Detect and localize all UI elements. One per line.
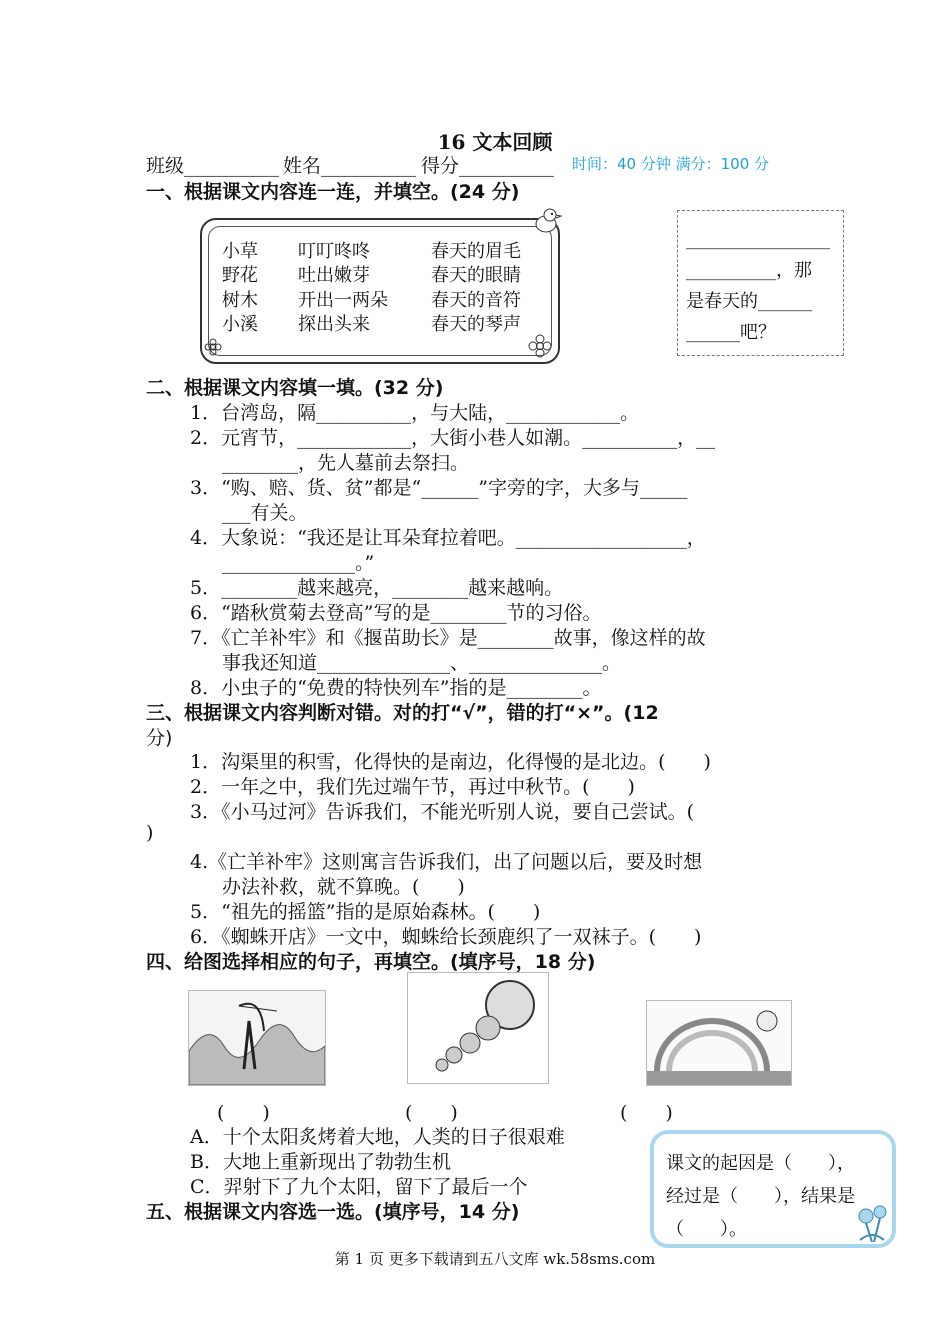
fill-in-line[interactable]: 是春天的______ (686, 291, 812, 312)
summary-line[interactable]: 经过是（ ），结果是 (666, 1186, 855, 1207)
match-item[interactable]: 探出头来 (298, 313, 370, 335)
section1-heading: 一、根据课文内容连一连，并填空。(24 分) (146, 181, 520, 203)
match-item[interactable]: 春天的音符 (431, 289, 521, 311)
option-c: C．羿射下了九个太阳，留下了最后一个 (190, 1176, 528, 1198)
flower-icon (528, 334, 552, 358)
s2-line[interactable]: 7．《亡羊补牢》和《揠苗助长》是________故事，像这样的故 (190, 627, 706, 649)
s2-line[interactable]: ______________。” (222, 552, 375, 574)
summary-line[interactable]: 课文的起因是（ ）， (666, 1153, 855, 1174)
page-title: 16 文本回顾 (437, 130, 553, 154)
summary-text (666, 1147, 855, 1246)
s3-line[interactable]: 1．沟渠里的积雪，化得快的是南边，化得慢的是北边。( ) (190, 751, 711, 773)
rainbow-illustration (646, 1000, 792, 1086)
match-item[interactable]: 吐出嫩芽 (298, 265, 370, 287)
s2-line[interactable]: 5．________越来越亮，________越来越响。 (190, 577, 564, 599)
s2-line[interactable]: 1．台湾岛，隔__________，与大陆，____________。 (190, 402, 640, 424)
fill-in-line[interactable]: ________________ (686, 229, 830, 250)
time-info: 时间：40 分钟 满分：100 分 (572, 155, 770, 173)
match-item[interactable]: 开出一两朵 (298, 289, 388, 311)
s3-line[interactable]: 办法补救，就不算晚。( ) (222, 876, 465, 898)
score-field: 得分__________ (421, 155, 555, 177)
s3-line[interactable]: 4.《亡羊补牢》这则寓言告诉我们，出了问题以后，要及时想 (190, 851, 703, 873)
option-b: B．大地上重新现出了勃勃生机 (190, 1151, 451, 1173)
match-column-2 (298, 240, 388, 337)
s3-line[interactable]: 6．《蜘蛛开店》一文中，蜘蛛给长颈鹿织了一双袜子。( ) (190, 926, 702, 948)
flower-icon (204, 338, 222, 356)
fill-in-line[interactable]: __________，那 (686, 260, 812, 281)
picture-answer-blank[interactable]: ( ) (217, 1102, 270, 1124)
footer: 第 1 页 更多下载请到五八文库 wk.58sms.com (334, 1250, 656, 1268)
section3-heading: 三、根据课文内容判断对错。对的打“√”，错的打“×”。(12 (146, 702, 659, 724)
match-item[interactable]: 叮叮咚咚 (298, 241, 370, 262)
section5-heading: 五、根据课文内容选一选。(填序号，14 分) (146, 1201, 520, 1223)
s3-line[interactable]: 3．《小马过河》告诉我们，不能光听别人说，要自己尝试。( (190, 801, 695, 823)
summary-line[interactable]: （ ）。 (666, 1219, 747, 1240)
s2-line[interactable]: 3．“购、赔、货、贫”都是“______”字旁的字，大多与_____ (190, 477, 688, 499)
s2-line[interactable]: 8．小虫子的“免费的特快列车”指的是________。 (190, 677, 602, 699)
s2-line[interactable]: 6．“踏秋赏菊去登高”写的是________节的习俗。 (190, 602, 602, 624)
s2-line[interactable]: ________，先人墓前去祭扫。 (222, 452, 470, 474)
fill-in-line[interactable]: ______吧？ (686, 322, 776, 343)
s3-line[interactable]: ) (146, 822, 154, 844)
picture-answer-blank[interactable]: ( ) (405, 1102, 458, 1124)
class-field: 班级__________ (146, 155, 280, 177)
s2-line[interactable]: 事我还知道______________、______________。 (222, 652, 622, 674)
section4-heading: 四、给图选择相应的句子，再填空。(填序号，18 分) (146, 951, 596, 973)
match-item[interactable]: 春天的眼睛 (431, 265, 521, 287)
fill-in-text (686, 224, 830, 348)
s3-line[interactable]: 5．“祖先的摇篮”指的是原始森林。( ) (190, 901, 541, 923)
suns-illustration (407, 972, 549, 1084)
section2-heading: 二、根据课文内容填一填。(32 分) (146, 377, 444, 399)
name-field: 姓名__________ (283, 155, 417, 177)
match-item[interactable]: 树木 (222, 289, 258, 311)
s2-line[interactable]: 2．元宵节，____________，大街小巷人如潮。__________，__ (190, 427, 716, 449)
match-column-1 (222, 240, 258, 337)
s2-line[interactable]: 4．大象说：“我还是让耳朵耷拉着吧。__________________， (190, 527, 706, 549)
match-item[interactable]: 春天的眉毛 (431, 241, 521, 262)
picture-answer-blank[interactable]: ( ) (620, 1102, 673, 1124)
option-a: A．十个太阳炙烤着大地，人类的日子很艰难 (190, 1126, 565, 1148)
archer-illustration (188, 990, 326, 1086)
flower-bouquet-icon (848, 1200, 898, 1246)
match-item[interactable]: 野花 (222, 265, 258, 287)
bird-icon (530, 204, 564, 238)
match-column-3 (431, 240, 521, 337)
match-item[interactable]: 小溪 (222, 313, 258, 335)
section3-heading-cont: 分) (146, 727, 173, 749)
s3-line[interactable]: 2．一年之中，我们先过端午节，再过中秋节。( ) (190, 776, 635, 798)
match-item[interactable]: 小草 (222, 241, 258, 262)
match-item[interactable]: 春天的琴声 (431, 313, 521, 335)
s2-line[interactable]: ___有关。 (222, 502, 308, 524)
